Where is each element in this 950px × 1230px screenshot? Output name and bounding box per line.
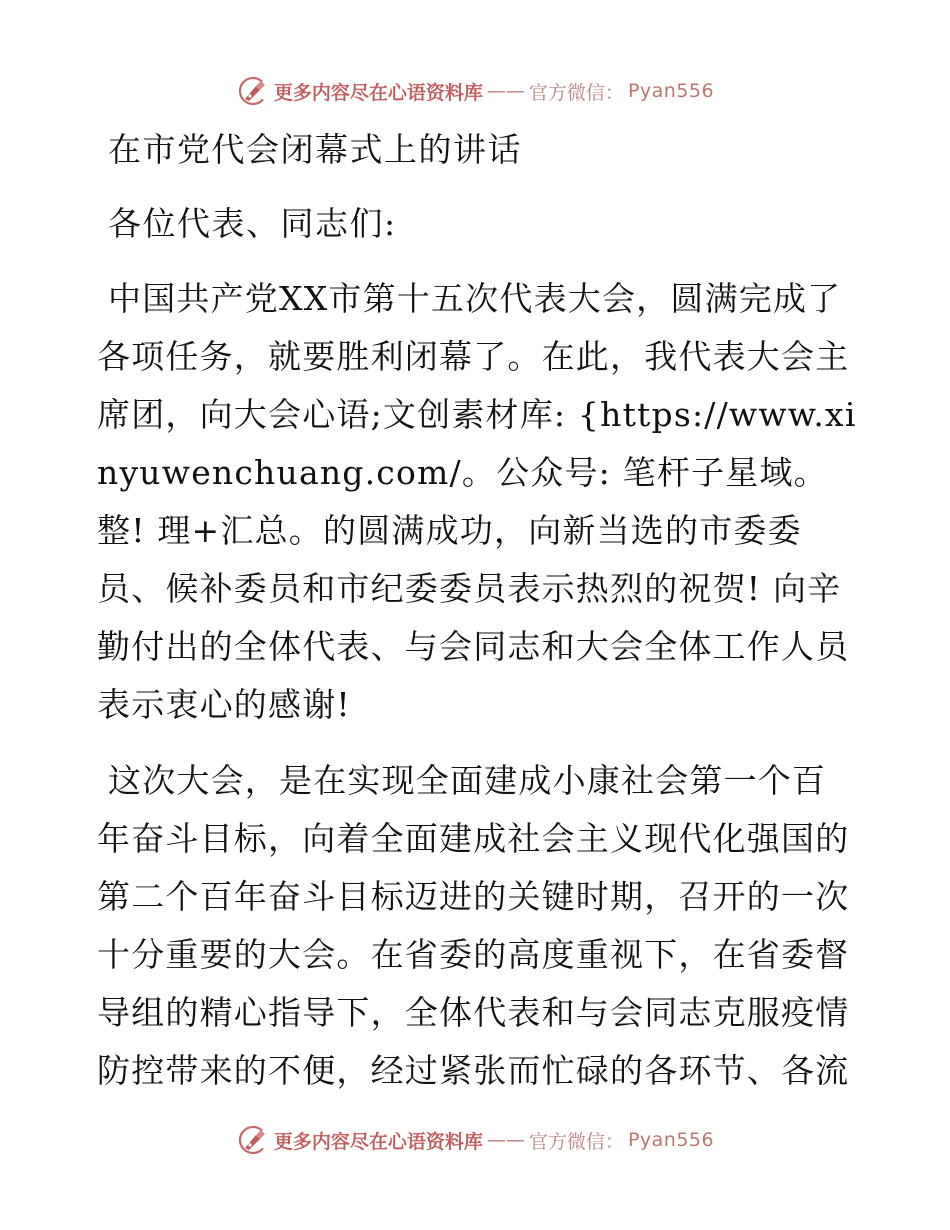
- document-body: [97, 120, 857, 1100]
- watermark-official-label: 官方微信：: [528, 81, 624, 104]
- pen-nib-circle-icon: [236, 74, 270, 108]
- watermark-official-label: 官方微信：: [528, 1130, 624, 1153]
- watermark-wechat-id: Pyan556: [627, 80, 715, 102]
- footer-watermark: [0, 1123, 950, 1157]
- paragraph-1: [97, 270, 857, 734]
- watermark-main-text: 更多内容尽在心语资料库: [273, 81, 483, 104]
- watermark-separator: ——: [486, 80, 525, 102]
- paragraph-2: [97, 752, 857, 1100]
- watermark-main-text: 更多内容尽在心语资料库: [273, 1130, 483, 1153]
- page-title: 在市党代会闭幕式上的讲话: [108, 130, 522, 169]
- header-watermark: [0, 74, 950, 108]
- paragraph-2-text: 这次大会，是在实现全面建成小康社会第一个百年奋斗目标，向着全面建成社会主义现代化强国的第二个百年奋斗目标迈进的关键时期，召开的一次十分重要的大会。在省委的高度重视下，在省委督导组的精心指导下，全体代表和与会同志克服疫情防控带来的不便，经过紧张而忙碌的各环节、各流: [97, 761, 850, 1090]
- paragraph-1-text: 中国共产党XX市第十五次代表大会，圆满完成了各项任务，就要胜利闭幕了。在此，我代表大会主席团，向大会心语;文创素材库: {https://www.xinyuwenchuang.com/。公众号: 笔杆子星域。整! 理+汇总。的圆满成功，向新当选的市委委员、候补委员和市纪委委员表示热烈的祝贺! 向辛勤付出的全体代表、与会同志和大会全体工作人员表示衷心的感谢!: [97, 279, 857, 724]
- pen-nib-circle-icon: [236, 1123, 270, 1157]
- greeting: 各位代表、同志们:: [108, 204, 397, 243]
- watermark-separator: ——: [486, 1129, 525, 1151]
- watermark-wechat-id: Pyan556: [627, 1129, 715, 1151]
